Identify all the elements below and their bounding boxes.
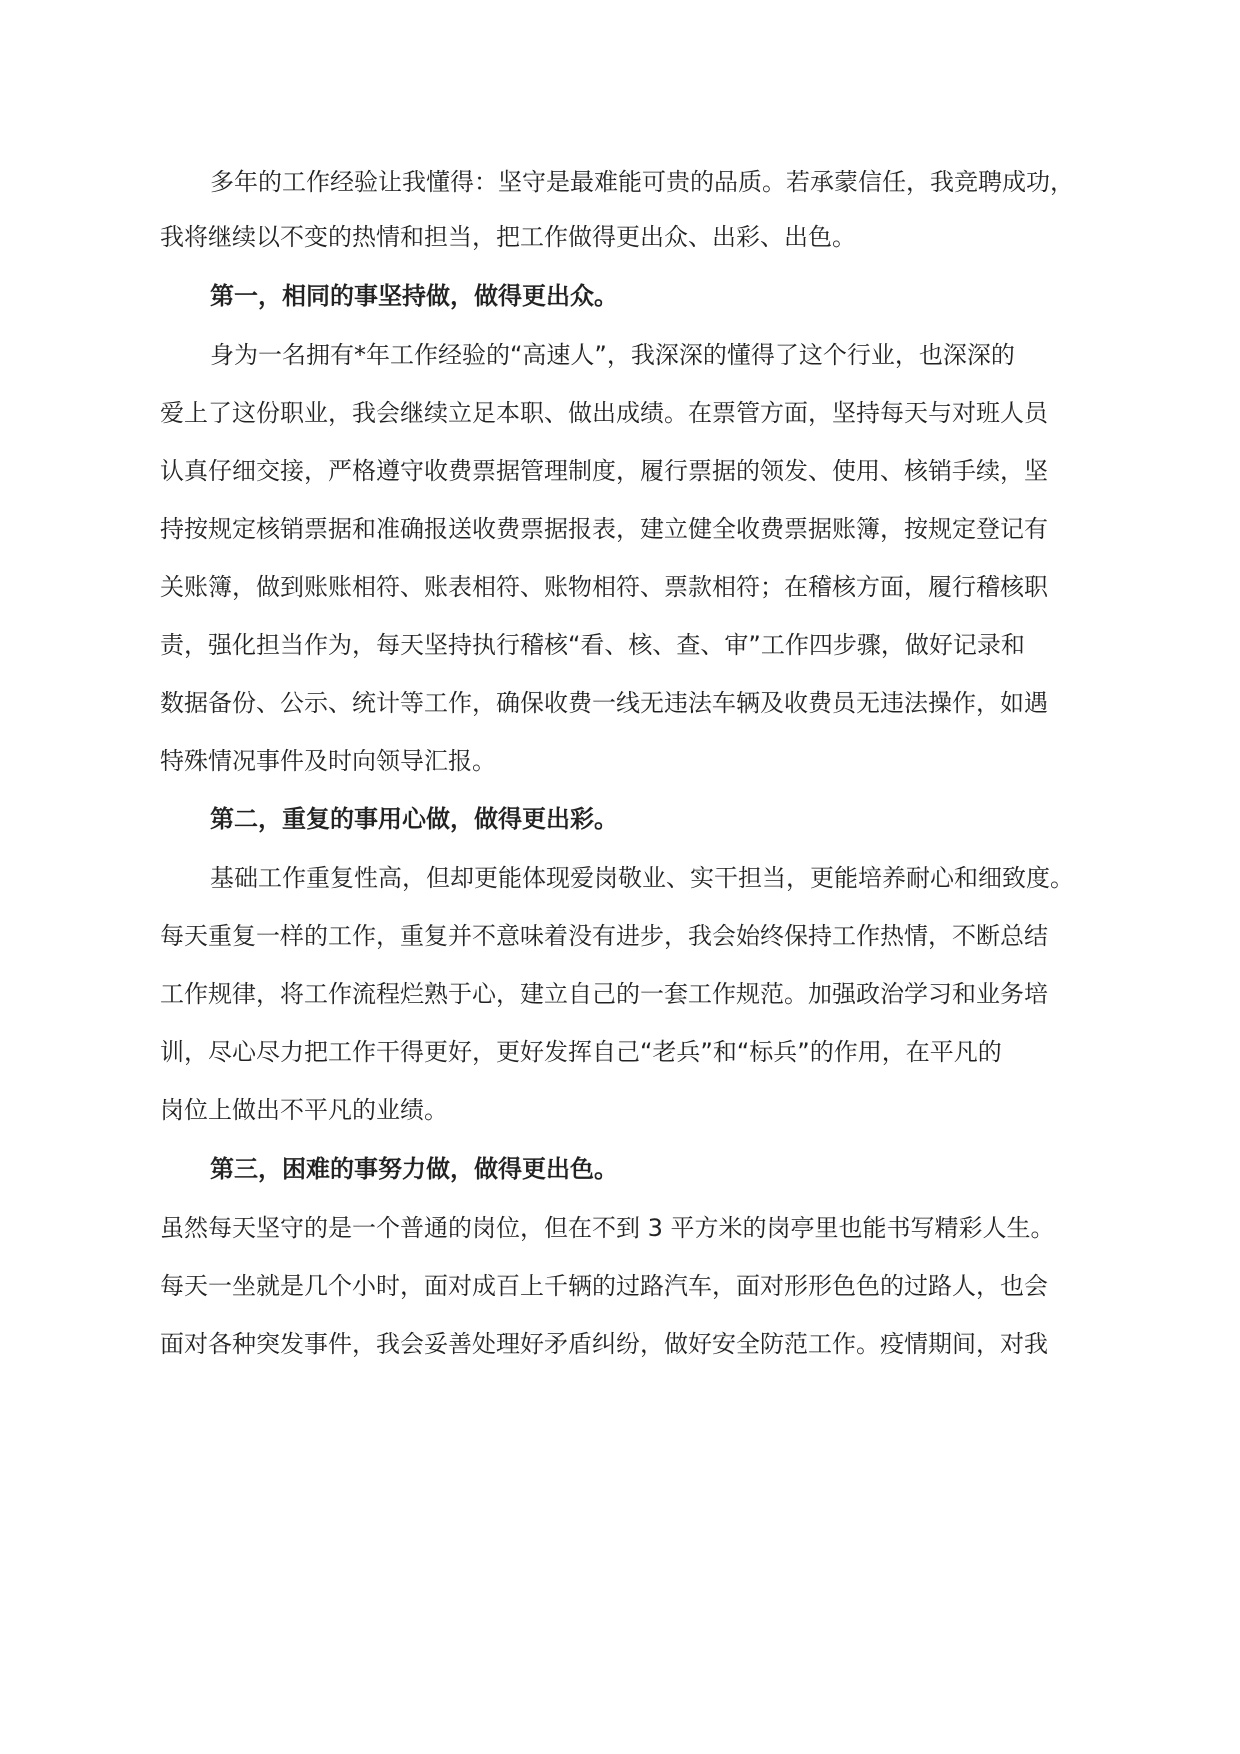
paragraph-line: 面对各种突发事件，我会妥善处理好矛盾纠纷，做好安全防范工作。疫情期间，对我 <box>160 1330 1048 1358</box>
paragraph-line: 数据备份、公示、统计等工作，确保收费一线无违法车辆及收费员无违法操作，如遇 <box>160 689 1048 717</box>
section-heading: 第一，相同的事坚持做，做得更出众。 <box>210 282 618 310</box>
paragraph-line: 每天一坐就是几个小时，面对成百上千辆的过路汽车，面对形形色色的过路人，也会 <box>160 1272 1048 1300</box>
paragraph-line: 多年的工作经验让我懂得：坚守是最难能可贵的品质。若承蒙信任，我竞聘成功， <box>210 168 1074 196</box>
paragraph-line: 责，强化担当作为，每天坚持执行稽核“看、核、查、审”工作四步骤，做好记录和 <box>160 631 1025 659</box>
paragraph-line: 工作规律，将工作流程烂熟于心，建立自己的一套工作规范。加强政治学习和业务培 <box>160 980 1048 1008</box>
paragraph-line: 岗位上做出不平凡的业绩。 <box>160 1096 448 1124</box>
paragraph-line: 我将继续以不变的热情和担当，把工作做得更出众、出彩、出色。 <box>160 223 856 251</box>
paragraph-line: 训，尽心尽力把工作干得更好，更好发挥自己“老兵”和“标兵”的作用，在平凡的 <box>160 1038 1002 1066</box>
paragraph-line: 关账簿，做到账账相符、账表相符、账物相符、票款相符；在稽核方面，履行稽核职 <box>160 573 1048 601</box>
paragraph-line: 爱上了这份职业，我会继续立足本职、做出成绩。在票管方面，坚持每天与对班人员 <box>160 399 1048 427</box>
paragraph-line: 每天重复一样的工作，重复并不意味着没有进步，我会始终保持工作热情，不断总结 <box>160 922 1048 950</box>
paragraph-line: 认真仔细交接，严格遵守收费票据管理制度，履行票据的领发、使用、核销手续，坚 <box>160 457 1048 485</box>
section-heading: 第二，重复的事用心做，做得更出彩。 <box>210 805 618 833</box>
paragraph-line: 基础工作重复性高，但却更能体现爱岗敬业、实干担当，更能培养耐心和细致度。 <box>210 864 1074 892</box>
paragraph-line: 身为一名拥有*年工作经验的“高速人”，我深深的懂得了这个行业，也深深的 <box>210 341 1015 369</box>
paragraph-line: 持按规定核销票据和准确报送收费票据报表，建立健全收费票据账簿，按规定登记有 <box>160 515 1048 543</box>
paragraph-line: 虽然每天坚守的是一个普通的岗位，但在不到 3 平方米的岗亭里也能书写精彩人生。 <box>160 1214 1055 1242</box>
paragraph-line: 特殊情况事件及时向领导汇报。 <box>160 747 496 775</box>
section-heading: 第三，困难的事努力做，做得更出色。 <box>210 1155 618 1183</box>
